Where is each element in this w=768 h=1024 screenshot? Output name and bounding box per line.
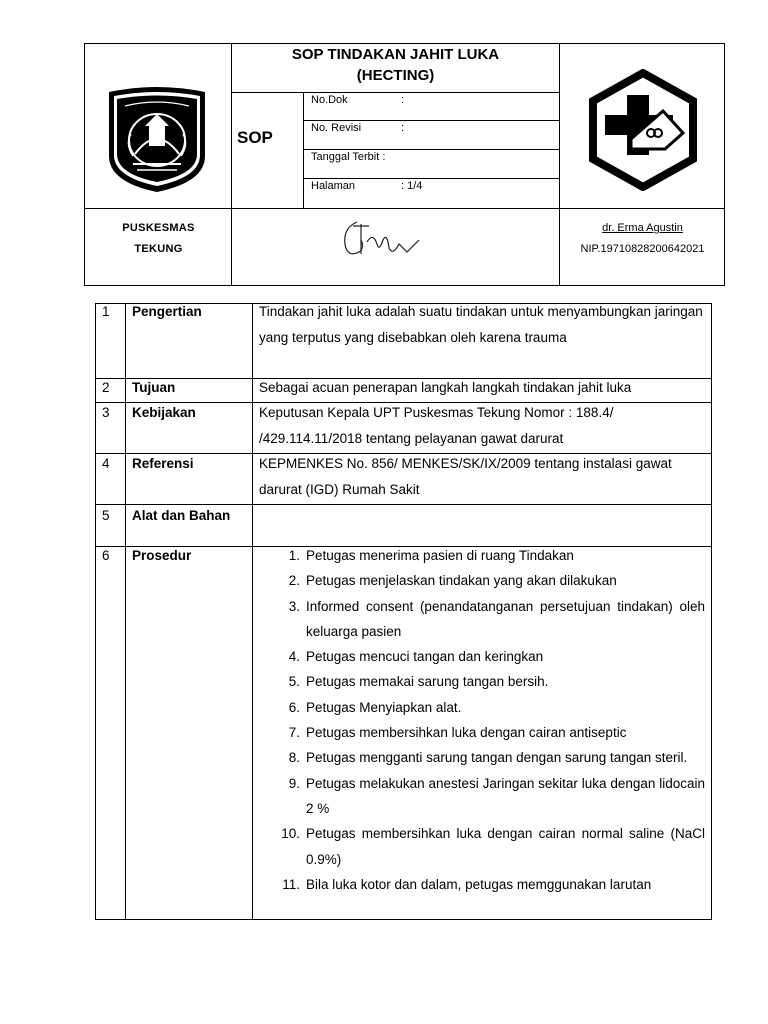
step-number: 6.: [288, 699, 300, 715]
step-text: Petugas menjelaskan tindakan yang akan dilakukan: [306, 573, 617, 589]
field-key: Halaman: [311, 180, 356, 192]
row-number: 1: [102, 304, 110, 319]
row-label-alat-dan-bahan: Alat dan Bahan: [132, 508, 231, 523]
divider: [252, 304, 253, 919]
procedure-table: [95, 303, 712, 920]
field-value: :: [401, 122, 405, 134]
step-number: 5.: [288, 674, 300, 690]
row-text-pengertian: Tindakan jahit luka adalah suatu tindakan untuk menyambungkan jaringan yang terputus yang disebabkan oleh karena trauma: [259, 304, 703, 345]
document-title: [232, 44, 559, 92]
row-label-prosedur: Prosedur: [132, 548, 192, 563]
step-number: 4.: [288, 649, 300, 665]
divider: [303, 120, 559, 121]
signer-name: [559, 222, 726, 234]
procedure-step: [278, 771, 705, 822]
row-number: 3: [102, 405, 110, 420]
row-label-tujuan: Tujuan: [132, 380, 176, 395]
row-label-kebijakan: Kebijakan: [132, 405, 196, 420]
step-text: Bila luka kotor dan dalam, petugas memggunakan larutan: [306, 876, 652, 892]
step-number: 2.: [288, 573, 300, 589]
step-text: Petugas melakukan anestesi Jaringan sekitar luka dengan lidocain 2 %: [306, 775, 705, 816]
procedure-step: [278, 644, 705, 669]
step-number: 11.: [282, 876, 300, 892]
row-label-pengertian: Pengertian: [132, 304, 202, 319]
step-number: 3.: [288, 598, 300, 614]
step-text: Petugas membersihkan luka dengan cairan normal saline (NaCl 0.9%): [306, 826, 705, 867]
step-text: Petugas menerima pasien di ruang Tindakan: [306, 548, 574, 563]
step-number: 8.: [288, 750, 300, 766]
row-text-tujuan: Sebagai acuan penerapan langkah langkah tindakan jahit luka: [259, 380, 632, 395]
institution-name-line-1: PUSKESMAS: [122, 222, 195, 234]
procedure-step: [278, 745, 705, 770]
regency-emblem-logo: [105, 84, 209, 194]
field-value: : 1/4: [401, 180, 423, 192]
signature: [335, 214, 425, 266]
sop-label: SOP: [237, 128, 273, 147]
step-text: Petugas memakai sarung tangan bersih.: [306, 674, 549, 690]
divider: [125, 304, 126, 919]
row-text-referensi: KEPMENKES No. 856/ MENKES/SK/IX/2009 tentang instalasi gawat darurat (IGD) Rumah Sakit: [259, 456, 672, 497]
step-text: Informed consent (penandatanganan persetujuan tindakan) oleh keluarga pasien: [306, 598, 705, 639]
procedure-step: [278, 821, 705, 872]
header-table: [84, 43, 725, 286]
row-number: 6: [102, 548, 110, 563]
procedure-step: [278, 594, 705, 645]
title-line-1: SOP TINDAKAN JAHIT LUKA: [291, 46, 500, 63]
divider: [303, 178, 559, 179]
step-text: Petugas mengganti sarung tangan dengan sarung tangan steril.: [306, 750, 688, 766]
signer-name-text: dr. Erma Agustin: [602, 222, 683, 234]
institution-name-line-2: TEKUNG: [134, 243, 183, 255]
divider: [96, 504, 711, 505]
step-number: 10.: [281, 826, 300, 842]
row-number: 5: [102, 508, 110, 523]
divider: [303, 149, 559, 150]
title-line-2: (HECTING): [356, 67, 435, 84]
field-key: Tanggal Terbit :: [311, 151, 386, 163]
step-text: Petugas membersihkan luka dengan cairan antiseptic: [306, 725, 627, 741]
step-number: 9.: [288, 775, 300, 791]
step-number: 7.: [288, 725, 300, 741]
row-label-referensi: Referensi: [132, 456, 194, 471]
procedure-step: [278, 872, 705, 897]
procedure-step: [278, 669, 705, 694]
procedure-step: [278, 695, 705, 720]
field-key: No. Revisi: [311, 122, 362, 134]
puskesmas-logo: [587, 69, 699, 191]
procedure-step: [278, 568, 705, 593]
step-text: Petugas mencuci tangan dan keringkan: [306, 649, 544, 665]
step-text: Petugas Menyiapkan alat.: [306, 699, 462, 715]
procedure-steps: [278, 543, 705, 897]
step-number: 1.: [288, 548, 300, 563]
procedure-step: [278, 543, 705, 568]
divider: [303, 92, 304, 208]
row-number: 4: [102, 456, 110, 471]
row-text-kebijakan: Keputusan Kepala UPT Puskesmas Tekung Nomor : 188.4/ /429.114.11/2018 tentang pelayanan gawat darurat: [259, 405, 614, 446]
field-key: No.Dok: [311, 94, 348, 106]
procedure-step: [278, 720, 705, 745]
field-value: :: [401, 94, 405, 106]
signer-nip: NIP.19710828200642021: [580, 243, 705, 255]
row-number: 2: [102, 380, 110, 395]
divider: [85, 208, 724, 209]
divider: [231, 92, 559, 93]
